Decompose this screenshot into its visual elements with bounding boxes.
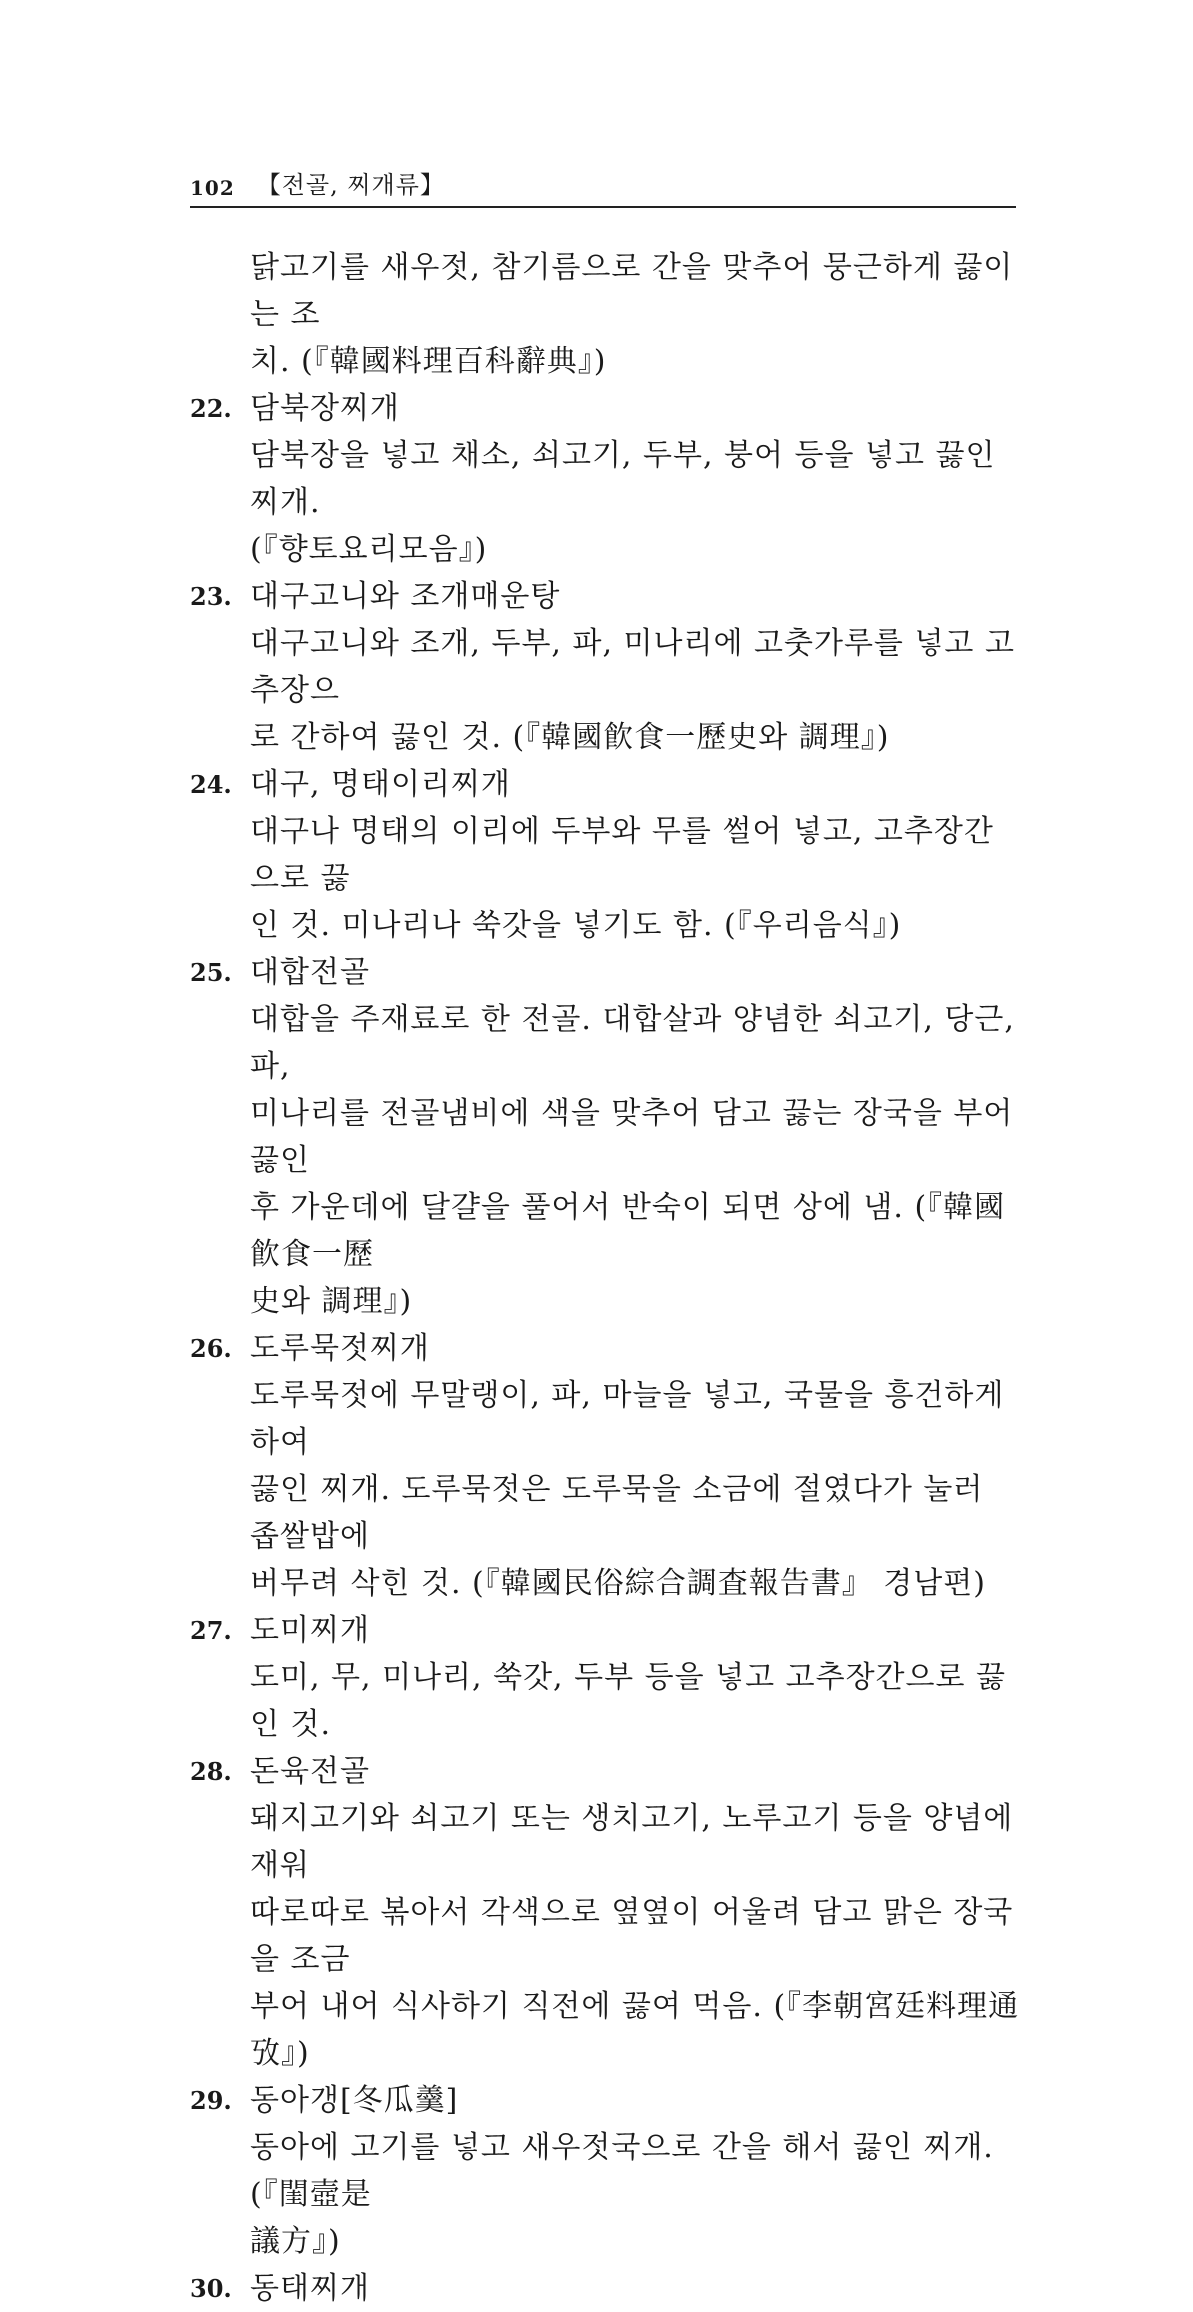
entry-line: 인 것. 미나리나 쑥갓을 넣기도 함. (『우리음식』) [250, 908, 902, 943]
entry-line: 대합을 주재료로 한 전골. 대합살과 양념한 쇠고기, 당근, 파, [250, 1002, 1015, 1084]
entry-number: 30. [190, 2274, 232, 2303]
entry-title: 도루묵젓찌개 [250, 1331, 430, 1366]
entry-heading [190, 949, 1020, 996]
entry-line: 로 간하여 끓인 것. (『韓國飮食一歷史와 調理』) [250, 720, 890, 755]
entry-line: (『향토요리모음』) [250, 532, 488, 567]
page-content [190, 244, 1020, 2312]
entry-number: 27. [190, 1616, 232, 1645]
entry-number: 24. [190, 770, 232, 799]
entry-heading [190, 385, 1020, 432]
entry-line: 담북장을 넣고 채소, 쇠고기, 두부, 붕어 등을 넣고 끓인 찌개. [250, 438, 996, 520]
entry-line: 도미, 무, 미나리, 쑥갓, 두부 등을 넣고 고추장간으로 끓인 것. [250, 1660, 1007, 1742]
entry-number: 29. [190, 2086, 232, 2115]
entry-heading [190, 2077, 1020, 2124]
entry-line: 도루묵젓에 무말랭이, 파, 마늘을 넣고, 국물을 흥건하게 하여 [250, 1378, 1005, 1460]
entry-line: 동아에 고기를 넣고 새우젓국으로 간을 해서 끓인 찌개. (『閨壼是 [250, 2130, 994, 2212]
entry-heading [190, 761, 1020, 808]
entry-heading [190, 2265, 1020, 2312]
entry-heading [190, 573, 1020, 620]
running-head [190, 168, 1016, 208]
entry-number: 23. [190, 582, 232, 611]
page-number: 102 [190, 176, 235, 200]
entry-title: 대구고니와 조개매운탕 [250, 579, 561, 614]
entry-line: 대구나 명태의 이리에 두부와 무를 썰어 넣고, 고추장간으로 끓 [250, 814, 994, 896]
entry-line: 대구고니와 조개, 두부, 파, 미나리에 고춧가루를 넣고 고추장으 [250, 626, 1015, 708]
entry-line: 버무려 삭힌 것. (『韓國民俗綜合調査報告書』 경남편) [250, 1566, 986, 1601]
entry-heading [190, 1325, 1020, 1372]
entry-number: 26. [190, 1334, 232, 1363]
entry-number: 22. [190, 394, 232, 423]
entry-title: 담북장찌개 [250, 391, 400, 426]
entry-title: 동아갱[冬瓜羹] [250, 2083, 459, 2118]
entry-line: 미나리를 전골냄비에 색을 맞추어 담고 끓는 장국을 부어 끓인 [250, 1096, 1014, 1178]
entry-number: 28. [190, 1757, 232, 1786]
entry-line: 후 가운데에 달걀을 풀어서 반숙이 되면 상에 냄. (『韓國飮食一歷 [250, 1190, 1006, 1272]
entry-line: 끓인 찌개. 도루묵젓은 도루묵을 소금에 절였다가 눌러 좁쌀밥에 [250, 1472, 984, 1554]
entry-number: 25. [190, 958, 232, 987]
entry-line: 議方』) [250, 2224, 341, 2259]
entry-heading [190, 1607, 1020, 1654]
entry-title: 도미찌개 [250, 1613, 370, 1648]
entry-line: 따로따로 볶아서 각색으로 옆옆이 어울려 담고 맑은 장국을 조금 [250, 1895, 1014, 1977]
entry-title: 동태찌개 [250, 2271, 370, 2306]
entry-line: 돼지고기와 쇠고기 또는 생치고기, 노루고기 등을 양념에 재워 [250, 1801, 1014, 1883]
intro-line: 치. (『韓國料理百科辭典』) [250, 344, 607, 379]
entry-line: 부어 내어 식사하기 직전에 끓여 먹음. (『李朝宮廷料理通攷』) [250, 1989, 1020, 2071]
entry-heading [190, 1748, 1020, 1795]
entry-title: 대구, 명태이리찌개 [250, 767, 511, 802]
entry-line: 史와 調理』) [250, 1284, 413, 1319]
entry-title: 돈육전골 [250, 1754, 370, 1789]
section-title: 【전골, 찌개류】 [256, 171, 445, 199]
intro-line: 닭고기를 새우젓, 참기름으로 간을 맞추어 뭉근하게 끓이는 조 [250, 250, 1014, 332]
entry-title: 대합전골 [250, 955, 370, 990]
